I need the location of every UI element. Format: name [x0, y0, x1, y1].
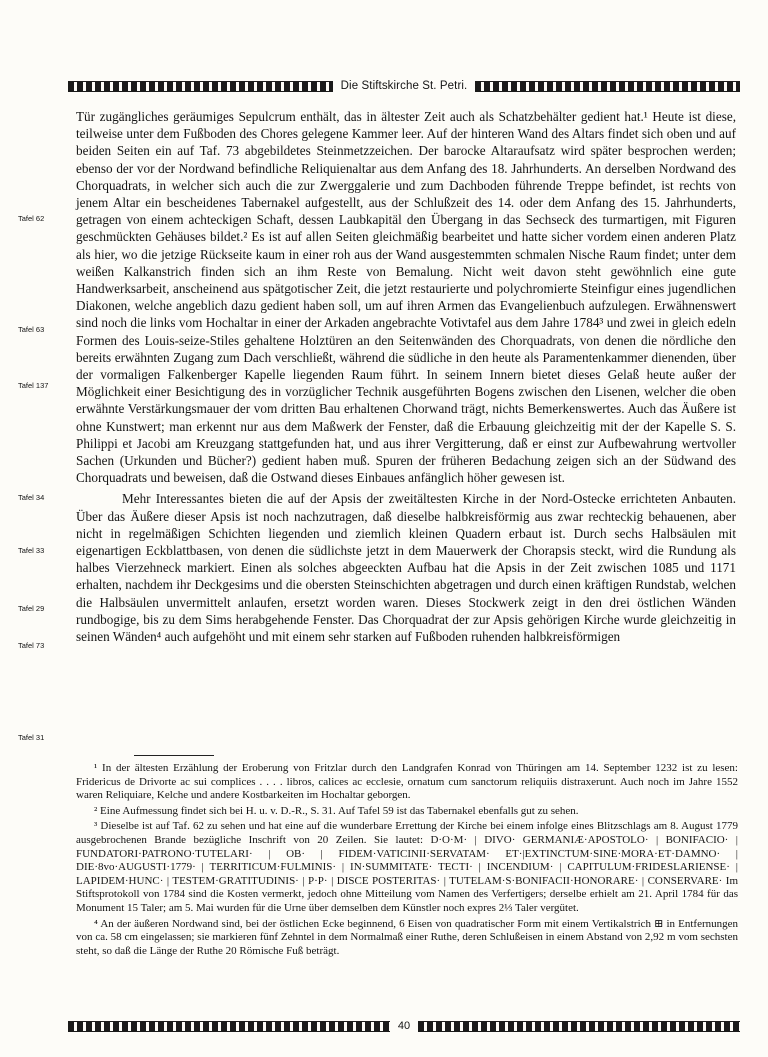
margin-note: Tafel 34	[18, 493, 45, 502]
paragraph: Tür zugängliches geräumiges Sepulcrum enthält, das in ältester Zeit auch als Schatzbehälter gedient hat.¹ Heute ist diese, teilweise unter dem Fußboden des Chores gelegene Kammer leer. Auf der hinteren Wand des Altars findet sich oben und auf beiden Seiten ein auf Taf. 73 abgebildetes Steinmetzzeichen. Der barocke Altaraufsatz wird später besprochen werden; ebenso der vor der Nordwand befindliche Reliquienaltar aus dem Anfang des 18. Jahrhunderts. An derselben Nordwand des Chorquadrats, in welcher sich auch die zur Zwerggalerie und zum Dachboden führende Treppe befindet, ist rechts von jenem Altar ein bescheidenes Tabernakel aufgestellt, aus der Schlußzeit des 14. oder dem Anfang des 15. Jahrhunderts, getragen von einem achteckigen Schaft, dessen Laubkapitäl den Übergang in das Sechseck des turmartigen, mit Figuren geschmückten Gehäuses bildet.² Es ist auf allen Seiten gleichmäßig bearbeitet und hatte sicher vordem einen anderen Platz als hier, wo die jetzige Rückseite kaum in einer roh aus der Wand ausgestemmten schmalen Nische Raum findet; unter dem weißen Kalkanstrich finden sich an ihm Reste von Bemalung. Nicht weit davon steht gewöhnlich eine gute Handwerksarbeit, anscheinend aus spätgotischer Zeit, die jetzt restaurierte und polychromierte Steinfigur eines jugendlichen Diakonen, welche angeblich dazu gedient haben soll, um auf ihren Armen das Evangelienbuch aufzulegen. Erwähnenswert sind noch die links vom Hochaltar in einer der Arkaden angebrachte Votivtafel aus dem Jahre 1784³ und zwei in gleich edeln Formen des Louis-seize-Stiles gehaltene Holztüren an den Seitenwänden des Chorquadrats, von denen die nördliche den bereits erwähnten Zugang zum Dach verschließt, während die südliche in den heute als Paramentenkammer dienenden, über der vormaligen Falkenberger Kapelle liegenden Raum führt. In seinem Innern bietet dieses Gelaß heute außer der Möglichkeit einer Besichtigung des in vorzüglicher Technik ausgeführten Bogens zwischen den Lisenen, welcher die oben erwähnte Verstärkungsmauer der vom dritten Bau erhaltenen Chorwand trägt, nichts Bemerkenswertes. Auch das Äußere ist ohne Kunstwert; man erkennt nur aus dem Maßwerk der Fenster, daß die Erbauung gleichzeitig mit der der Kapelle S. S. Philippi et Jacobi am Kreuzgang stattgefunden hat, und aus ihrer Vergitterung, daß er einst zur Aufbewahrung wertvoller Sachen (Urkunden und Bücher?) gedient haben muß. Spuren der früheren Bedachung zeigen sich an der Südwand des Chorquadrats und beweisen, daß die Ostwand dieses Einbaues anfänglich höher gewesen ist.	[76, 109, 736, 486]
margin-note: Tafel 63	[18, 325, 45, 334]
header-ornament-right	[475, 81, 740, 92]
footnote: ¹ In der ältesten Erzählung der Eroberung von Fritzlar durch den Landgrafen Konrad von Thüringen am 14. September 1232 ist zu lesen: Fridericus de Drivorte ac sui complices . . . . libros, calices ac ecclesie, ornatum cum sanctorum reliquiis distraxerunt. Auch noch im Jahre 1552 waren Reliquiare, Kelche und andere Kostbarkeiten im Hochaltar geborgen.	[76, 762, 738, 802]
footer-ornament-left	[68, 1021, 390, 1032]
footnote-rule	[134, 755, 214, 756]
page-number: 40	[397, 1020, 411, 1032]
margin-note: Tafel 31	[18, 733, 45, 742]
header-ornament-left	[68, 81, 333, 92]
page-footer	[68, 1018, 740, 1034]
margin-note: Tafel 29	[18, 604, 45, 613]
running-title: Die Stiftskirche St. Petri.	[340, 80, 468, 92]
footnotes	[76, 762, 738, 960]
footnote: ³ Dieselbe ist auf Taf. 62 zu sehen und hat eine auf die wunderbare Errettung der Kirche bei einem infolge eines Blitzschlags am 8. August 1779 ausgebrochenen Brande bezügliche Inschrift von 20 Zeilen. Sie lautet: D·O·M· | DIVO· GERMANIÆ·APOSTOLO· | BONIFACIO· | FUNDATORI·PATRONO·TUTELARI· | OB· | FIDEM·VATICINII·SERVATAM· ET·|EXTINCTUM·SINE·MORA·ET·DAMNO· | DIE·8vo·AUGUSTI·1779· | TERRITICUM·FULMINIS· | IN·SUMMITATE· TECTI· | INCENDIUM· | CAPITULUM·FRIDESLARIENSE· | LAPIDEM·HUNC· | TESTEM·GRATITUDINIS· | P·P· | DISCE POSTERITAS· | TUTELAM·S·BONIFACII·HONORARE· | CONSERVARE· Im Stiftsprotokoll von 1784 sind die Kosten vermerkt, jedoch ohne Mitteilung vom Namen des Verfertigers; derselbe erhielt am 21. April 1784 für das Monument 15 Taler; am 5. Mai wurden für die Urne über demselben dem Künstler noch expres 2⅓ Taler vergütet.	[76, 820, 738, 914]
margin-note: Tafel 62	[18, 214, 45, 223]
footnote: ² Eine Aufmessung findet sich bei H. u. v. D.-R., S. 31. Auf Tafel 59 ist das Tabernakel ebenfalls gut zu sehen.	[94, 804, 579, 817]
paragraph: Mehr Interessantes bieten die auf der Apsis der zweitältesten Kirche in der Nord-Ostecke errichteten Anbauten. Über das Äußere dieser Apsis ist noch nachzutragen, daß dieselbe halbkreisförmig aus zwar rechteckig behauenen, aber nicht in regelmäßigen Schichten liegenden und ziemlich kleinen Quadern erbaut ist. Durch sechs Halbsäulen mit eigenartigen Eckblattbasen, von denen die südlichste jetzt in dem Mauerwerk der Chorapsis steckt, wird die Rundung als halbes Vierzehneck markiert. Einen als solches abgeeckten Aufbau hat die Apsis in der Zeit zwischen 1085 und 1171 erhalten, nachdem ihr Deckgesims und die obersten Steinschichten abgetragen und durch einen kräftigen Rundstab, welchen die Halbsäulen unvermittelt anlaufen, ersetzt worden waren. Dieses Stockwerk zeigt in den drei östlichen Wänden rundbogige, bis zu dem Sims herabgehende Fenster. Das Chorquadrat der zur Apsis gehörigen Kirche wurde gleichzeitig in seinen Wänden⁴ auch aufgehöht und mit einem sehr starken auf Fußboden ruhenden halbkreisförmigen	[76, 491, 736, 645]
footnote: ⁴ An der äußeren Nordwand sind, bei der östlichen Ecke beginnend, 6 Eisen von quadratischer Form mit einem Vertikalstrich ⊞ in Entfernungen von ca. 58 cm eingelassen; sie markieren fünf Zehntel in dem Normalmaß einer Ruthe, deren Schlußeisen in einem Abstand von 2,92 m vom sechsten steht, so daß die Länge der Ruthe 20 Römische Fuß beträgt.	[76, 917, 738, 957]
main-text	[76, 108, 736, 645]
running-header	[68, 77, 740, 95]
margin-note: Tafel 73	[18, 641, 45, 650]
footer-ornament-right	[418, 1021, 740, 1032]
margin-note: Tafel 33	[18, 546, 45, 555]
margin-note: Tafel 137	[18, 381, 49, 390]
